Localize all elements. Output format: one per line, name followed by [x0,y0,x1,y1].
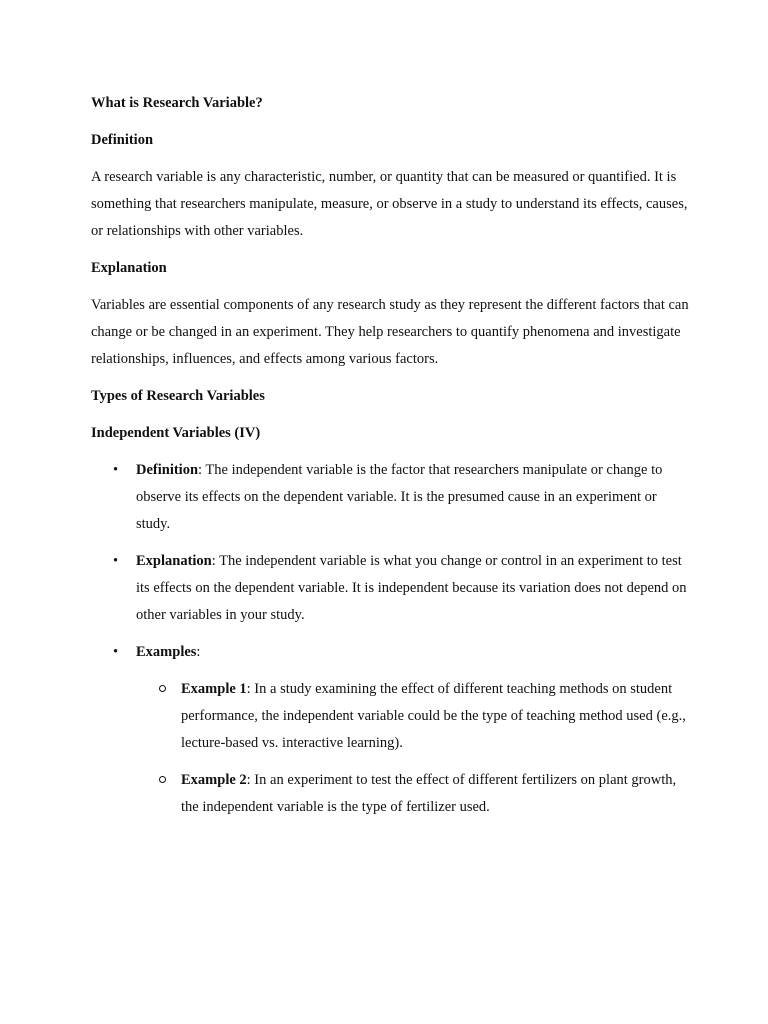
document-title: What is Research Variable? [91,95,263,111]
sublist-item-example-1 [136,676,691,757]
circle-bullet-icon [159,776,166,783]
list-item-definition [91,457,691,538]
examples-sublist [136,676,691,821]
circle-bullet-icon [159,685,166,692]
iv-heading: Independent Variables (IV) [91,425,261,441]
item-label: Definition [136,462,199,478]
list-item-explanation [91,548,691,629]
list-item-examples [91,639,691,821]
iv-list [91,457,691,821]
example-text: : In an experiment to test the effect of different fertilizers on plant growth, the independent variable is the type of fertilizer used. [181,772,677,815]
definition-paragraph: A research variable is any characteristic, number, or quantity that can be measured or quantified. It is something that researchers manipulate, measure, or observe in a study to understand its effects, causes, or relationships with other variables. [91,169,688,239]
example-label: Example 2 [181,772,247,788]
item-text: : The independent variable is what you change or control in an experiment to test its effects on the dependent variable. It is independent because its variation does not depend on other variables in your study. [136,553,687,623]
example-text: : In a study examining the effect of different teaching methods on student performance, the independent variable could be the type of teaching method used (e.g., lecture-based vs. interactive learning). [181,681,686,751]
definition-heading: Definition [91,132,154,148]
item-label: Examples [136,644,197,660]
bullet-icon: • [113,644,119,660]
explanation-paragraph: Variables are essential components of any research study as they represent the different factors that can change or be changed in an experiment. They help researchers to quantify phenomena and investigate relationships, influences, and effects among various factors. [91,297,689,367]
item-text: : The independent variable is the factor that researchers manipulate or change to observe its effects on the dependent variable. It is the presumed cause in an experiment or study. [136,462,663,532]
item-text: : [196,644,201,660]
explanation-heading: Explanation [91,260,167,276]
sublist-item-example-2 [136,767,691,821]
item-label: Explanation [136,553,212,569]
types-heading: Types of Research Variables [91,388,265,404]
bullet-icon: • [113,462,119,478]
example-label: Example 1 [181,681,247,697]
bullet-icon: • [113,553,119,569]
document-body [91,90,691,831]
